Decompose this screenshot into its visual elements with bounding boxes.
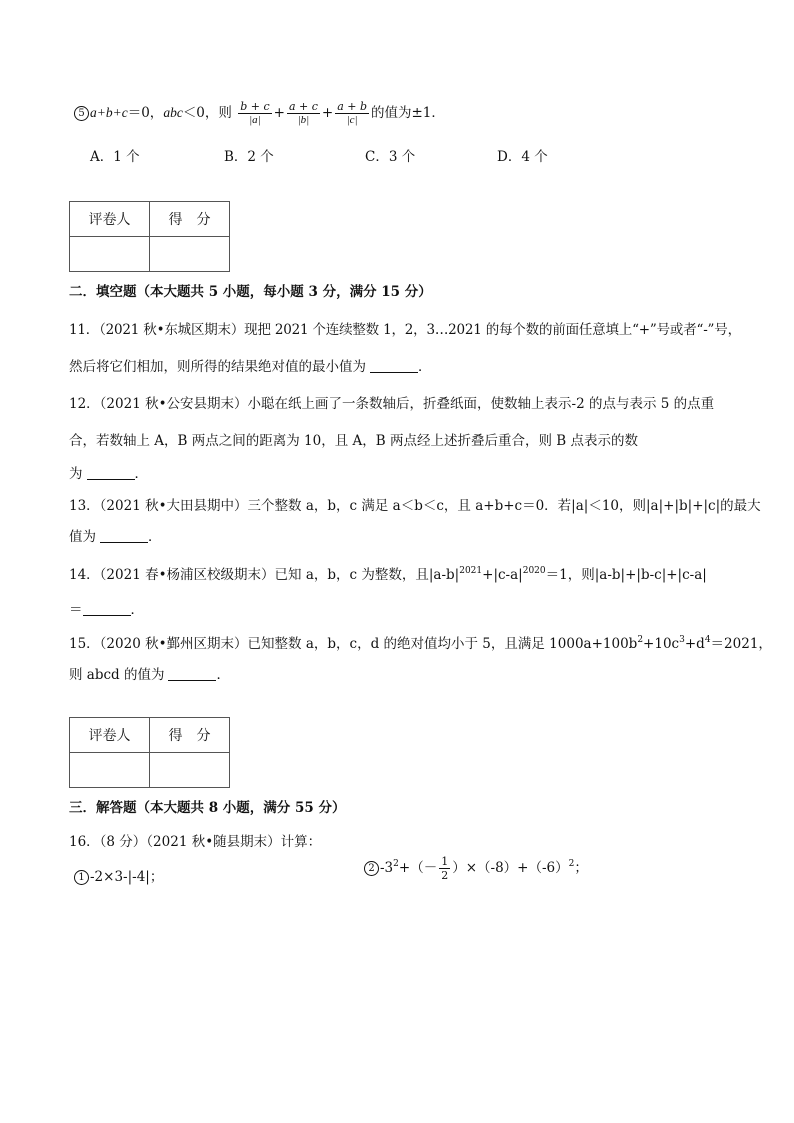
grader-header: 评卷人 — [70, 202, 150, 237]
q15-line1: 15．（2020 秋•鄞州区期末）已知整数 a，b，c，d 的绝对值均小于 5，且满足 $1000a+100b^2+10c^3+d^4=2021$， — [69, 635, 772, 652]
q11-line2: 然后将它们相加，则所得的结果绝对值的最小值为 ． — [69, 359, 432, 375]
score-table — [69, 717, 230, 788]
answer-blank — [100, 541, 148, 543]
q16-header: 16．（8 分）（2021 秋•随县期末）计算： — [69, 834, 322, 850]
score-header: 得 分 — [150, 718, 230, 753]
q16-part2: 2 $-3^2+(-$ $\frac{1}{2}$ ）$\times(-8)+(-6)^2$； — [364, 855, 588, 882]
answer-blank — [83, 614, 131, 616]
q12-line1: 12．（2021 秋•公安县期末）小聪在纸上画了一条数轴后，折叠纸面，使数轴上表示-2 的点与表示 5 的点重 — [69, 396, 715, 412]
answer-blank — [87, 478, 135, 480]
q14-line2: ＝ ． — [69, 602, 144, 618]
score-table — [69, 201, 230, 272]
q14-line1: 14．（2021 春•杨浦区校级期末）已知 a，b，c 为整数，且$|a-b|^{2021}+|c-a|^{2020}=1$，则|a-b|+|b-c|+|c-a| — [69, 566, 707, 583]
grader-cell — [70, 237, 150, 272]
fraction-3: $\frac{a + b}{|c|}$ — [337, 100, 367, 126]
fraction-half: $\frac{1}{2}$ — [441, 855, 449, 882]
q16-part1: 1 -2×3-|-4|； — [74, 865, 163, 885]
score-cell — [150, 237, 230, 272]
section-title: 二．填空题（本大题共 5 小题，每小题 3 分，满分 15 分） — [69, 284, 432, 300]
answer-blank — [168, 679, 216, 681]
option-a: A．1 个 — [90, 149, 140, 165]
grader-header: 评卷人 — [70, 718, 150, 753]
option-d: D．4 个 — [497, 149, 548, 165]
q13-line2: 值为 ． — [69, 529, 162, 545]
score-header: 得 分 — [150, 202, 230, 237]
q11-line1: 11．（2021 秋•东城区期末）现把 2021 个连续整数 1，2，3…2021 的每个数的前面任意填上“+”号或者“-”号， — [69, 322, 741, 338]
option-c: C．3 个 — [365, 149, 416, 165]
q15-line2: 则 abcd 的值为 ． — [69, 667, 230, 683]
q12-line2: 合，若数轴上 A，B 两点之间的距离为 10，且 A，B 两点经上述折叠后重合，则 B 点表示的数 — [69, 433, 638, 449]
grader-cell — [70, 753, 150, 788]
answer-blank — [370, 371, 418, 373]
score-cell — [150, 753, 230, 788]
q10-item5: 5 a+b+c＝0，abc＜0，则 $\frac{b + c}{|a|}$ + $\frac{a + c}{|b|}$ + $\frac{a + b}{|c|}$ 的值为±1． — [74, 100, 445, 127]
fraction-1: $\frac{b + c}{|a|}$ — [240, 100, 270, 126]
section-title: 三．解答题（本大题共 8 小题，满分 55 分） — [69, 800, 346, 816]
q13-line1: 13．（2021 秋•大田县期中）三个整数 a，b，c 满足 a＜b＜c，且 a+b+c＝0．若|a|＜10，则|a|+|b|+|c|的最大 — [69, 498, 761, 514]
item-marker: 1 — [74, 870, 89, 885]
item-marker: 5 — [74, 106, 89, 121]
item-marker: 2 — [364, 861, 379, 876]
fraction-2: $\frac{a + c}{|b|}$ — [288, 100, 318, 126]
q12-line3: 为 ． — [69, 466, 148, 482]
option-b: B．2 个 — [224, 149, 274, 165]
